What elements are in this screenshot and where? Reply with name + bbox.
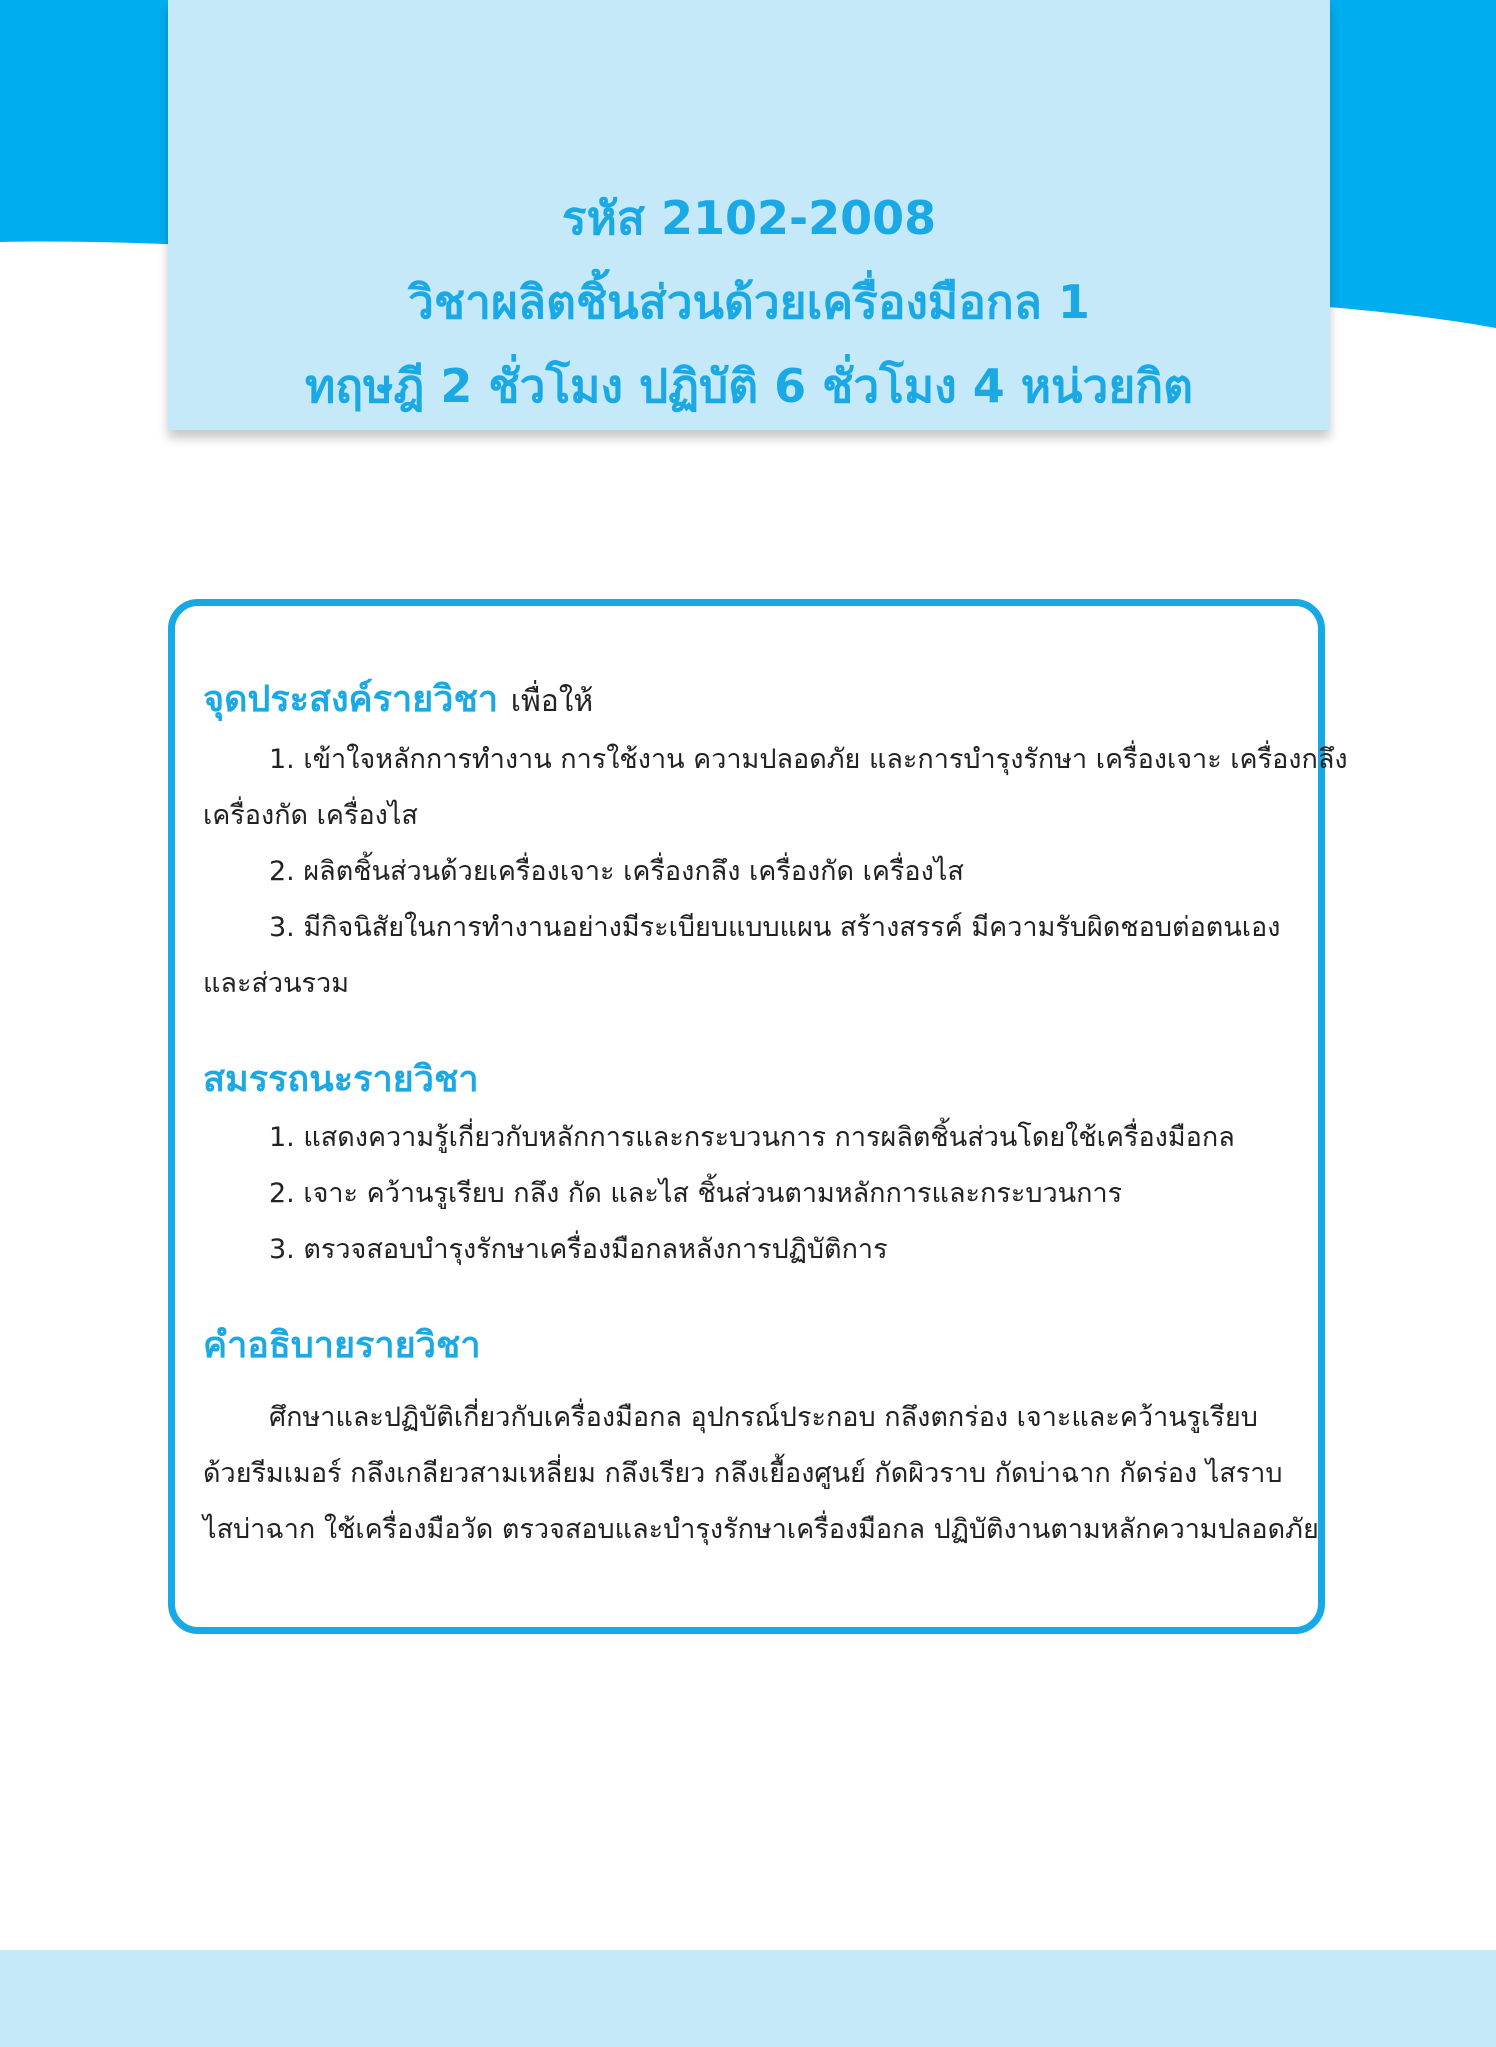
description-heading: คำอธิบายรายวิชา bbox=[203, 1325, 481, 1366]
description-line-1: ศึกษาและปฏิบัติเกี่ยวกับเครื่องมือกล อุปกรณ์ประกอบ กลึงตกร่อง เจาะและคว้านรูเรียบ bbox=[269, 1402, 1258, 1433]
competency-item-2: 2. เจาะ คว้านรูเรียบ กลึง กัด และไส ชิ้นส่วนตามหลักการและกระบวนการ bbox=[269, 1178, 1123, 1209]
course-details-box bbox=[168, 599, 1348, 1634]
course-name: วิชาผลิตชิ้นส่วนด้วยเครื่องมือกล 1 bbox=[408, 275, 1090, 329]
objectives-heading-text: จุดประสงค์รายวิชา bbox=[203, 679, 499, 720]
description-line-3: ไสบ่าฉาก ใช้เครื่องมือวัด ตรวจสอบและบำรุงรักษาเครื่องมือกล ปฏิบัติงานตามหลักความปลอดภัย bbox=[203, 1514, 1319, 1545]
objectives-heading bbox=[203, 676, 1290, 726]
course-hours-credits: ทฤษฎี 2 ชั่วโมง ปฏิบัติ 6 ชั่วโมง 4 หน่วยกิต bbox=[304, 359, 1193, 413]
course-title-card bbox=[168, 0, 1330, 430]
competency-item-3: 3. ตรวจสอบบำรุงรักษาเครื่องมือกลหลังการปฏิบัติการ bbox=[269, 1234, 888, 1265]
course-code: รหัส 2102-2008 bbox=[561, 191, 937, 245]
description-line-2: ด้วยรีมเมอร์ กลึงเกลียวสามเหลี่ยม กลึงเรียว กลึงเยื้องศูนย์ กัดผิวราบ กัดบ่าฉาก กัดร่อง ไสราบ bbox=[203, 1458, 1283, 1489]
objective-item-2: 2. ผลิตชิ้นส่วนด้วยเครื่องเจาะ เครื่องกลึง เครื่องกัด เครื่องไส bbox=[269, 856, 964, 887]
competencies-heading: สมรรถนะรายวิชา bbox=[203, 1059, 479, 1100]
objectives-heading-suffix: เพื่อให้ bbox=[510, 684, 594, 719]
objective-item-3-line2: และส่วนรวม bbox=[203, 968, 350, 999]
competency-item-1: 1. แสดงความรู้เกี่ยวกับหลักการและกระบวนการ การผลิตชิ้นส่วนโดยใช้เครื่องมือกล bbox=[269, 1122, 1235, 1153]
objective-item-1-line2: เครื่องกัด เครื่องไส bbox=[203, 800, 418, 831]
objective-item-1-line1: 1. เข้าใจหลักการทำงาน การใช้งาน ความปลอดภัย และการบำรุงรักษา เครื่องเจาะ เครื่องกลึง bbox=[269, 744, 1348, 775]
footer-band bbox=[0, 1950, 1496, 2047]
objective-item-3-line1: 3. มีกิจนิสัยในการทำงานอย่างมีระเบียบแบบแผน สร้างสรรค์ มีความรับผิดชอบต่อตนเอง bbox=[269, 912, 1281, 943]
